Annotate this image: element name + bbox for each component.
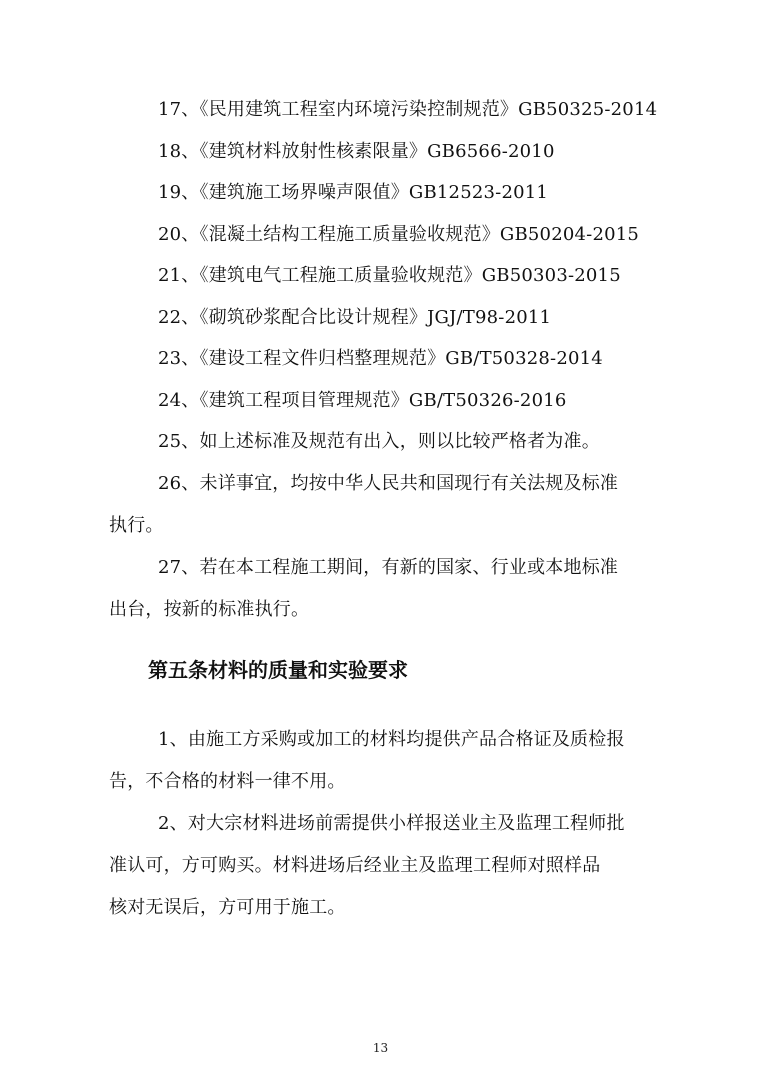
standard-item-25: 25、如上述标准及规范有出入，则以比较严格者为准。 bbox=[158, 431, 600, 452]
section-heading: 第五条材料的质量和实验要求 bbox=[148, 658, 408, 682]
standard-item-22: 22、《砌筑砂浆配合比设计规程》JGJ/T98-2011 bbox=[158, 307, 552, 328]
material-item-2-line-3: 核对无误后，方可用于施工。 bbox=[109, 897, 346, 918]
standard-item-17: 17、《民用建筑工程室内环境污染控制规范》GB50325-2014 bbox=[158, 99, 658, 120]
standard-item-19: 19、《建筑施工场界噪声限值》GB12523-2011 bbox=[158, 182, 549, 203]
standard-item-24: 24、《建筑工程项目管理规范》GB/T50326-2016 bbox=[158, 390, 567, 411]
standard-item-18: 18、《建筑材料放射性核素限量》GB6566-2010 bbox=[158, 141, 555, 162]
standard-item-26-line-2: 执行。 bbox=[109, 515, 164, 536]
standard-item-20: 20、《混凝土结构工程施工质量验收规范》GB50204-2015 bbox=[158, 224, 640, 245]
material-item-2-line-2: 准认可，方可购买。材料进场后经业主及监理工程师对照样品 bbox=[109, 855, 601, 876]
page-number: 13 bbox=[372, 1041, 389, 1055]
standard-item-23: 23、《建设工程文件归档整理规范》GB/T50328-2014 bbox=[158, 348, 603, 369]
standard-item-27-line-2: 出台，按新的标准执行。 bbox=[109, 599, 310, 620]
standard-item-21: 21、《建筑电气工程施工质量验收规范》GB50303-2015 bbox=[158, 265, 621, 286]
material-item-1-line-1: 1、由施工方采购或加工的材料均提供产品合格证及质检报 bbox=[158, 729, 625, 750]
standard-item-27-line-1: 27、若在本工程施工期间，有新的国家、行业或本地标准 bbox=[158, 557, 619, 578]
material-item-2-line-1: 2、对大宗材料进场前需提供小样报送业主及监理工程师批 bbox=[158, 813, 625, 834]
standard-item-26-line-1: 26、未详事宜，均按中华人民共和国现行有关法规及标准 bbox=[158, 473, 619, 494]
material-item-1-line-2: 告，不合格的材料一律不用。 bbox=[109, 771, 346, 792]
